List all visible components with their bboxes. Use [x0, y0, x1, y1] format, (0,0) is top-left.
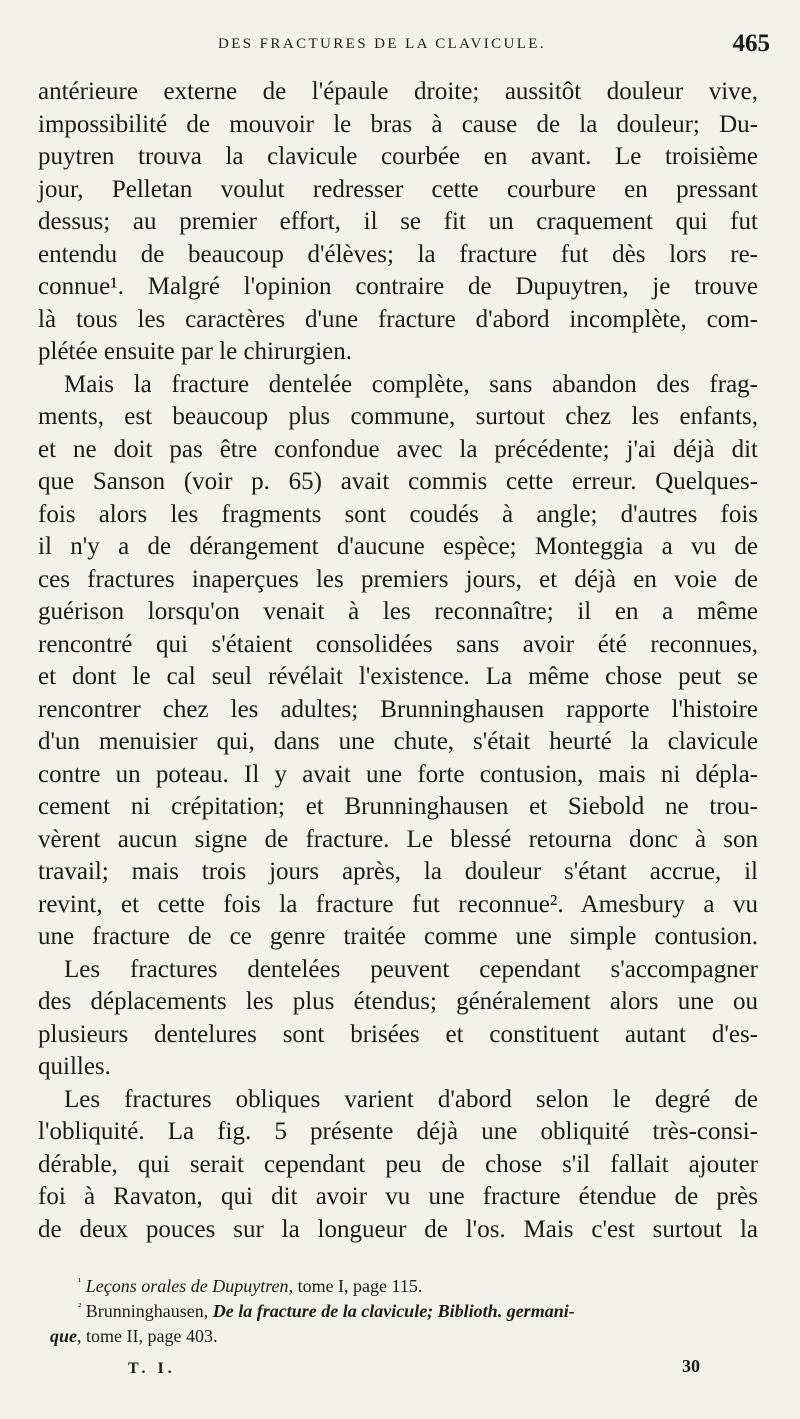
text-line: ments, est beaucoup plus commune, surtout chez les enfants,	[38, 403, 758, 430]
text-line: impossibilité de mouvoir le bras à cause de la douleur; Du-	[38, 110, 758, 138]
volume-signature: T. I.	[128, 1360, 176, 1377]
text-line: dessus; au premier effort, il se fit un craquement qui fut	[38, 208, 758, 235]
footnote-1-title: Leçons orales de Dupuytren	[85, 1276, 289, 1296]
text-line-paragraph-start: Les fractures obliques varient d'abord selon le degré de	[64, 1085, 758, 1113]
footnote-1	[50, 1274, 762, 1299]
text-line: travail; mais trois jours après, la douleur s'étant accrue, il	[38, 858, 758, 885]
text-line: cement ni crépitation; et Brunninghausen et Siebold ne trou-	[38, 793, 758, 820]
footnote-2-title-end: que	[50, 1326, 77, 1346]
text-line: d'un menuisier qui, dans une chute, s'était heurté la clavicule	[38, 728, 758, 755]
text-line: connue¹. Malgré l'opinion contraire de Dupuytren, je trouve	[38, 273, 758, 300]
text-line: rencontrer chez les adultes; Brunninghausen rapporte l'histoire	[38, 695, 758, 723]
footnotes	[50, 1274, 762, 1349]
text-line-paragraph-end: une fracture de ce genre traitée comme une simple contusion.	[38, 923, 758, 950]
text-line: antérieure externe de l'épaule droite; aussitôt douleur vive,	[38, 78, 758, 105]
footnote-2-mark: ²	[78, 1301, 82, 1313]
text-line: rencontré qui s'étaient consolidées sans avoir été reconnues,	[38, 630, 758, 658]
text-line-paragraph-end: quilles.	[38, 1053, 111, 1080]
text-line: que Sanson (voir p. 65) avait commis cette erreur. Quelques-	[38, 468, 758, 495]
text-line: et dont le cal seul révélait l'existence. La même chose peut se	[38, 663, 758, 690]
footnote-2	[50, 1299, 762, 1324]
text-line: de deux pouces sur la longueur de l'os. Mais c'est surtout la	[38, 1215, 758, 1243]
footnote-2-continuation	[50, 1324, 762, 1349]
text-line: il n'y a de dérangement d'aucune espèce; Monteggia a vu de	[38, 533, 758, 560]
text-line-paragraph-end: plétée ensuite par le chirurgien.	[38, 338, 352, 365]
running-head	[0, 30, 800, 64]
text-line: là tous les caractères d'une fracture d'abord incomplète, com-	[38, 305, 758, 333]
text-line: guérison lorsqu'on venait à les reconnaître; il en a même	[38, 598, 758, 625]
text-line: fois alors les fragments sont coudés à angle; d'autres fois	[38, 500, 758, 528]
text-line: dérable, qui serait cependant peu de chose s'il fallait ajouter	[38, 1150, 758, 1178]
text-line: l'obliquité. La fig. 5 présente déjà une obliquité très-consi-	[38, 1118, 758, 1145]
text-line: foi à Ravaton, qui dit avoir vu une fracture étendue de près	[38, 1183, 758, 1210]
text-line: entendu de beaucoup d'élèves; la fracture fut dès lors re-	[38, 240, 758, 268]
text-line: ces fractures inaperçues les premiers jours, et déjà en voie de	[38, 565, 758, 593]
body-text	[38, 76, 758, 1246]
page-number: 465	[732, 30, 770, 57]
footnote-1-mark: ¹	[78, 1276, 82, 1288]
text-line: des déplacements les plus étendus; généralement alors une ou	[38, 988, 758, 1015]
footnote-2-title: De la fracture de la clavicule; Biblioth. germani-	[212, 1301, 575, 1321]
footnote-1-reference: , tome I, page 115.	[288, 1276, 423, 1296]
text-line-paragraph-start: Les fractures dentelées peuvent cependant s'accompagner	[64, 955, 758, 983]
sheet-signature: 30	[682, 1356, 700, 1376]
text-line: contre un poteau. Il y avait une forte contusion, mais ni dépla-	[38, 760, 758, 788]
text-line: vèrent aucun signe de fracture. Le blessé retourna donc à son	[38, 825, 758, 853]
text-line: plusieurs dentelures sont brisées et constituent autant d'es-	[38, 1020, 758, 1048]
text-line: jour, Pelletan voulut redresser cette courbure en pressant	[38, 175, 758, 203]
text-line: et ne doit pas être confondue avec la précédente; j'ai déjà dit	[38, 435, 758, 463]
footnote-2-reference: , tome II, page 403.	[77, 1326, 218, 1346]
text-line-paragraph-start: Mais la fracture dentelée complète, sans abandon des frag-	[64, 370, 758, 398]
footnote-2-author: Brunninghausen,	[85, 1301, 213, 1321]
running-title: DES FRACTURES DE LA CLAVICULE.	[218, 36, 546, 52]
text-line: revint, et cette fois la fracture fut reconnue². Amesbury a vu	[38, 890, 758, 918]
text-line: puytren trouva la clavicule courbée en avant. Le troisième	[38, 143, 758, 170]
